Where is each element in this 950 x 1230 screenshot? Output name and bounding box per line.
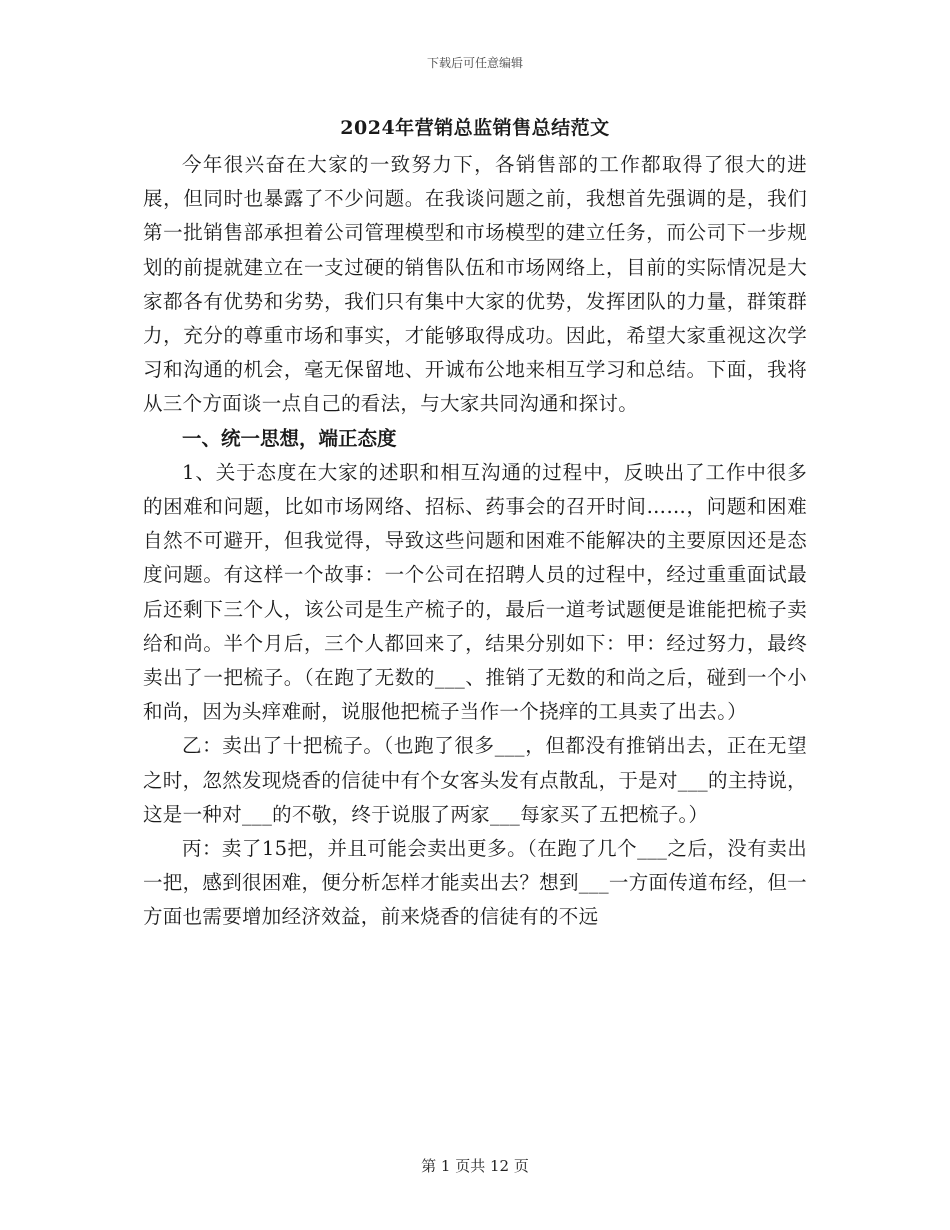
header-note: 下载后可任意编辑: [426, 56, 523, 70]
section1-paragraph-2: 乙：卖出了十把梳子。（也跑了很多___，但都没有推销出去，正在无望之时，忽然发现烧香的信徒中有个女客头发有点散乱，于是对___的主持说，这是一种对___的不敬，终于说服了两家___每家买了五把梳子。）: [143, 734, 807, 826]
section1-paragraph-3: 丙：卖了15把，并且可能会卖出更多。（在跑了几个___之后，没有卖出一把，感到很困难，便分析怎样才能卖出去？想到___一方面传道布经，但一方面也需要增加经济效益，前来烧香的信徒有的不远: [143, 837, 807, 929]
document-body: [143, 112, 807, 935]
document-title: 2024年营销总监销售总结范文: [340, 117, 610, 139]
page-number-footer: 第 1 页共 12 页: [421, 1157, 529, 1175]
intro-paragraph: 今年很兴奋在大家的一致努力下，各销售部的工作都取得了很大的进展，但同时也暴露了不少问题。在我谈问题之前，我想首先强调的是，我们第一批销售部承担着公司管理模型和市场模型的建立任务，而公司下一步规划的前提就建立在一支过硬的销售队伍和市场网络上，目前的实际情况是大家都各有优势和劣势，我们只有集中大家的优势，发挥团队的力量，群策群力，充分的尊重市场和事实，才能够取得成功。因此，希望大家重视这次学习和沟通的机会，毫无保留地、开诚布公地来相互学习和总结。下面，我将从三个方面谈一点自己的看法，与大家共同沟通和探讨。: [143, 153, 807, 416]
section1-paragraph-1: 1、关于态度在大家的述职和相互沟通的过程中，反映出了工作中很多的困难和问题，比如市场网络、招标、药事会的召开时间……，问题和困难自然不可避开，但我觉得，导致这些问题和困难不能解决的主要原因还是态度问题。有这样一个故事：一个公司在招聘人员的过程中，经过重重面试最后还剩下三个人，该公司是生产梳子的，最后一道考试题便是谁能把梳子卖给和尚。半个月后，三个人都回来了，结果分别如下：甲：经过努力，最终卖出了一把梳子。（在跑了无数的___、推销了无数的和尚之后，碰到一个小和尚，因为头痒难耐，说服他把梳子当作一个挠痒的工具卖了出去。）: [143, 460, 807, 724]
section-heading-1: 一、统一思想，端正态度: [182, 426, 397, 450]
